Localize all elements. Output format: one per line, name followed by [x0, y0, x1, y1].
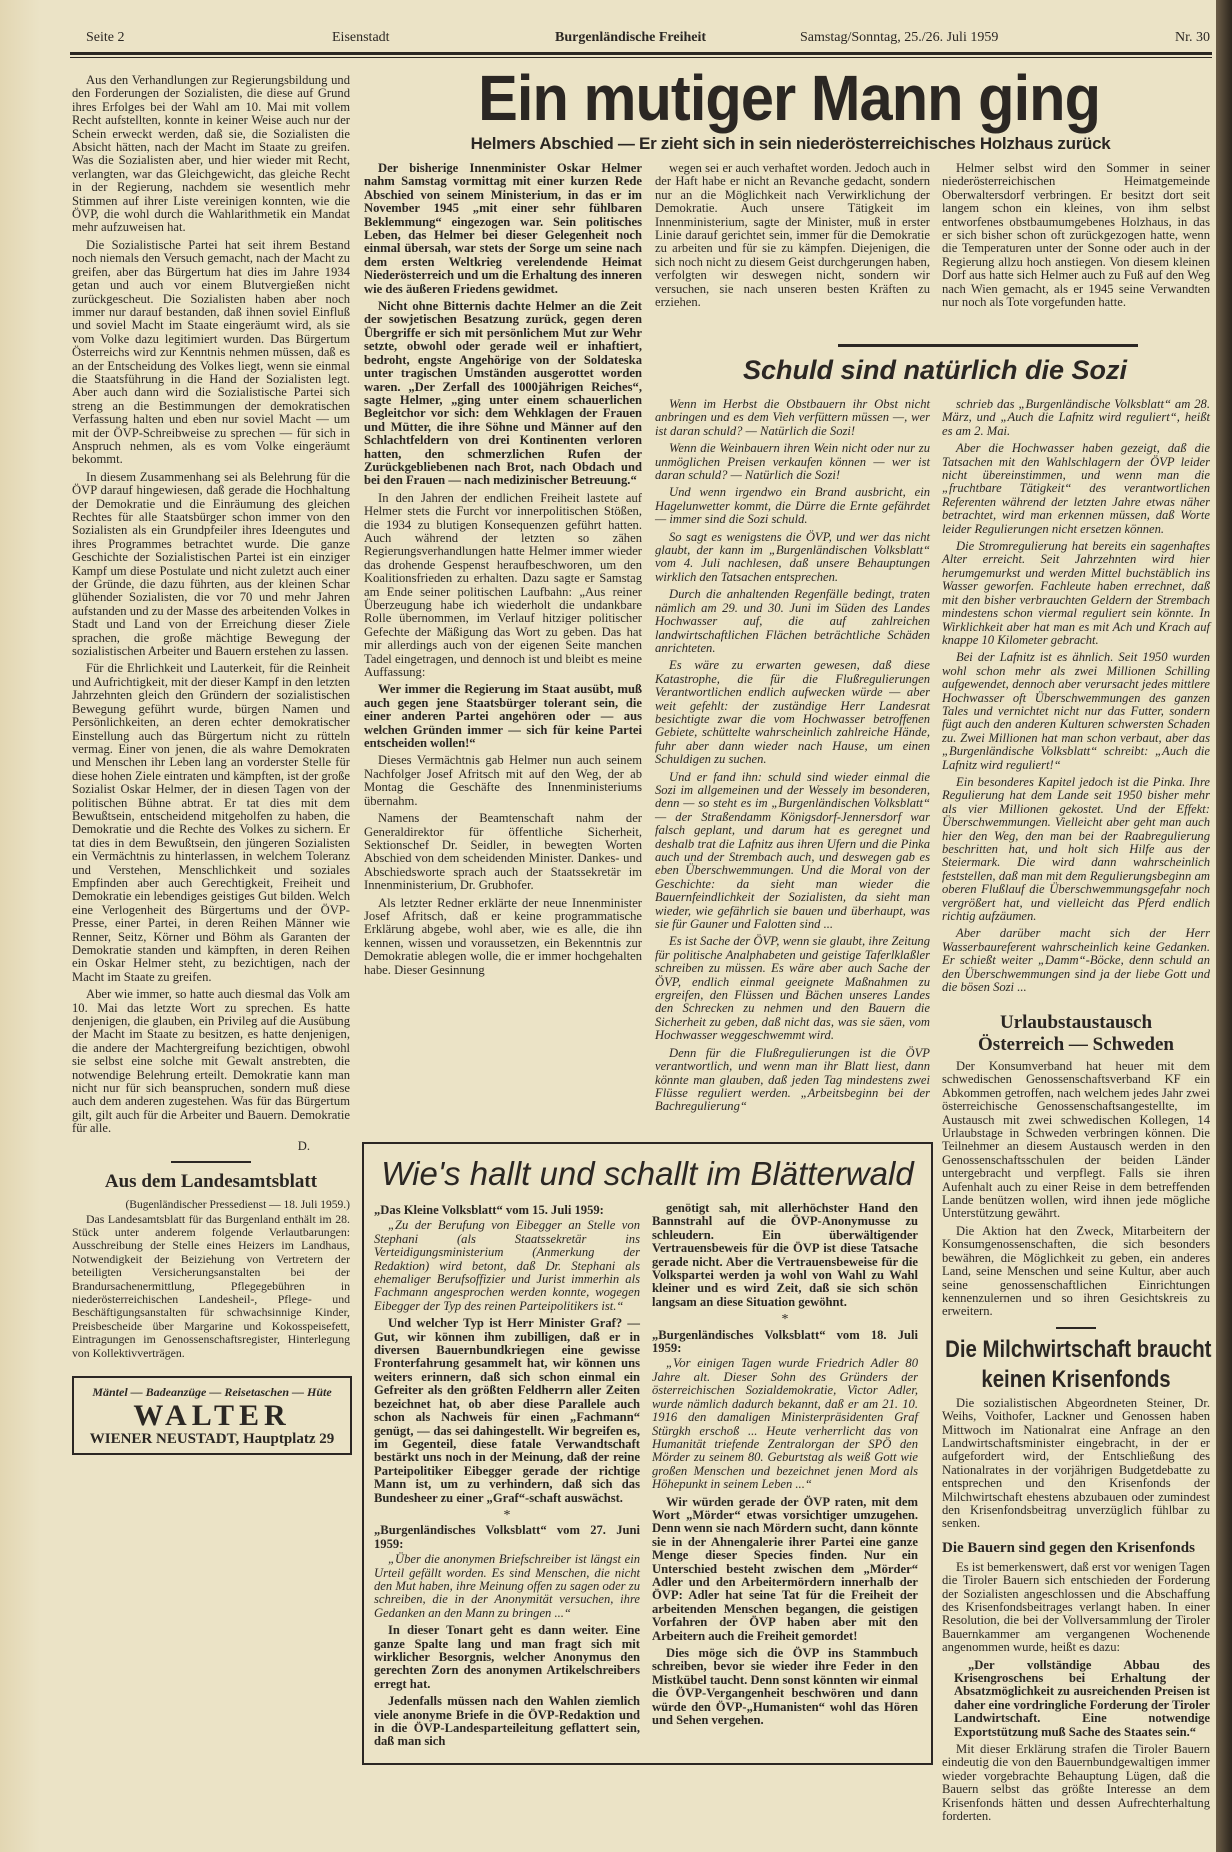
helmer-paragraph: Namens der Beamtenschaft nahm der Generaldirektor für öffentliche Sicherheit, Sektionschef Dr. Seidler, in bewegten Worten Abschied von dem scheidenden Minister. Dankes- und Abschiedsworte sprach auch der Staatssekretär im Innenministerium, Dr. Grubhofer.: [364, 811, 642, 893]
header-rule-thin: [70, 57, 1212, 58]
blaetterwald-title: Wie's hallt und schallt im Blätterwald: [381, 1155, 914, 1192]
helmer-paragraph-group: [942, 162, 1210, 309]
sozi-paragraph: Denn für die Flußregulierungen ist die ÖVP verantwortlich, und wenn man ihr Blatt liest, dann könnte man glauben, daß jeden Tag mindestens zwei Flüsse reguliert werden. „Arbeitsbeginn bei der Bachregulierung“: [655, 1045, 930, 1114]
milch-paragraph: Mit dieser Erklärung strafen die Tiroler Bauern eindeutig die von den Bauernbundgewaltigen immer wieder vorgebrachte Behauptung Lügen, daß die Bauern selbst das größte Interesse an dem Krisenfonds hätten und dessen Aufrechterhaltung forderten.: [942, 1742, 1210, 1824]
milch-quote: „Der vollständige Abbau des Krisengroschens bei Erhaltung der Absatzmöglichkeit zu ausreichenden Preisen ist daher eine vordringliche Forderung der Tiroler Landwirtschaft. Eine notwendige Exportstützung muß Sache des Staates sein.“: [954, 1657, 1210, 1739]
press-comment: Und welcher Typ ist Herr Minister Graf? — Gut, wir können ihm zubilligen, daß er in diversen Bauernbundkriegen eine gewisse Fronterfahrung gesammelt hat, wir können uns weiters erinnern, daß sich schon einmal ein Gefreiter als den größten Feldherrn aller Zeiten bezeichnet hat, ob aber diese Parallele auch schon als Nachweis für einen „Fachmann“ genügt, — das sei dahingestellt. Wir begreifen es, im Gegenteil, diese fatale Verwandtschaft bestärkt uns noch in der Meinung, daß der reine Parteipolitiker Eibegger gerade der richtige Mann ist, um zu verhindern, daß sich das Bundesheer zu einer „Graf“-schaft auswächst.: [374, 1316, 640, 1505]
sozi-paragraph: So sagt es wenigstens die ÖVP, und wer das nicht glaubt, der kann im „Burgenländischen Volksblatt“ vom 4. Juli nachlesen, daß unsere Behauptungen wirklich den Tatsachen entsprechen.: [655, 529, 930, 584]
blaetterwald-box: [362, 1142, 933, 1765]
editorial-paragraph: In diesem Zusammenhang sei als Belehrung für die ÖVP darauf hingewiesen, daß gerade die Hochhaltung der Demokratie und die Einräumung des gleichen Rechtes für alle Staatsbürger schon immer von den Sozialisten als ein Grundpfeiler ihres Ideengutes und ihres Programmes betrachtet wurde. Die ganze Geschichte der Sozialistischen Partei ist ein einziger Kampf um diese Postulate und nicht zuletzt auch einer der Gründe, die dazu führten, aus der kleinen Schar glühender Sozialisten, die vor 70 und mehr Jahren aufstanden und zu der Masse des arbeitenden Volkes in Stadt und Land von der Erreichung dieser Ziele sprachen, die große mächtige Bewegung der sozialistischen Arbeiter und Bauern erstehen zu lassen.: [72, 469, 350, 659]
milch-quote-group: [942, 1659, 1210, 1739]
helmer-column-c: [942, 162, 1210, 313]
sozi-paragraph: Die Stromregulierung hat bereits ein sagenhaftes Alter erreicht. Seit Jahrzehnten wird hier herumgemurkst und werden Mittel buchstäblich ins Wasser geworfen. Fachleute haben errechnet, daß mit den bisher verbrauchten Geldern der Strembach mindestens schon viermal reguliert sein könnte. In Wirklichkeit aber hat man es mit Ach und Krach auf knappe 10 Kilometer gebracht.: [942, 539, 1210, 647]
helmer-quote-group: [364, 683, 642, 750]
press-source: „Burgenländisches Volksblatt“ vom 27. Juni 1959:: [374, 1523, 640, 1551]
milch-paragraph: Die sozialistischen Abgeordneten Steiner, Dr. Weihs, Voithofer, Lackner und Genossen haben Mittwoch im Nationalrat eine Anfrage an den Landwirtschaftsminister eingebracht, in der er aufgefordert wird, der Entschließung des Nationalrates in der vorjährigen Budgetdebatte zu entsprechen und den Krisenfonds der Milchwirtschaft ehestens abzubauen oder zumindest den Krisenfondsbeitrag unverzüglich fühlbar zu senken.: [942, 1395, 1210, 1531]
binding-edge: [1216, 0, 1232, 1852]
press-quote: „Über die anonymen Briefschreiber ist längst ein Urteil gefällt worden. Es sind Menschen, die nicht den Mut haben, ihre Meinung offen zu sagen oder zu schreiben, die in der Anonymität versuchen, ihre Gedanken an den Mann zu bringen ...“: [374, 1552, 640, 1620]
sozi-paragraph: Ein besonderes Kapitel jedoch ist die Pinka. Ihre Regulierung hat dem Lande seit 1950 bisher mehr als vier Millionen gekostet. Und der Effekt: Überschwemmungen. Vielleicht aber geht man auch hier den Weg, den man bei der Raabregulierung beschritten hat, und holt sich Hilfe aus der Steiermark. Die wird dann wahrscheinlich feststellen, daß man mit dem Regulierungsbeginn am oberen Flußlauf die Überschwemmungsgefahr noch vergrößert hat, und vielleicht das Pferd endlich richtig aufzäumen.: [942, 774, 1210, 924]
issue-date: Samstag/Sonntag, 25./26. Juli 1959: [800, 30, 999, 45]
helmer-paragraph: Helmer selbst wird den Sommer in seiner niederösterreichischen Heimatgemeinde Oberwaltersdorf verbringen. Er besitzt dort seit langem schon ein kleines, von ihm selbst entworfenes obstbaumumgebenes Holzhaus, in das er sich bisher schon oft zurückgezogen hatte, wenn die Temperaturen unter der Sonne oder auch in der Regierung allzu hoch anstiegen. Von diesem kleinen Dorf aus hatte sich Helmer auch zu Fuß auf den Weg nach Wien gemacht, als er 1945 seine Verwandten nur noch als Tote vorgefunden hatte.: [942, 161, 1210, 310]
ad-products: Mäntel — Badeanzüge — Reisetaschen — Hüte: [92, 1384, 332, 1399]
page-edge: [0, 0, 40, 1852]
helmer-paragraph: Dieses Vermächtnis gab Helmer nun auch seinem Nachfolger Josef Afritsch mit auf den Weg, der ab Montag die Geschäfte des Innenministeriums übernahm.: [364, 753, 642, 808]
sozi-paragraph: schrieb das „Burgenländische Volksblatt“ am 28. März, und „Auch die Lafnitz wird reguliert“, heißt es am 2. Mai.: [942, 397, 1210, 438]
milch-paragraph-group: [942, 1397, 1210, 1531]
press-quote-group: [374, 1553, 640, 1620]
press-source: „Das Kleine Volksblatt“ vom 15. Juli 1959:: [374, 1203, 604, 1217]
helmer-paragraph-group: [364, 754, 642, 977]
editorial-paragraph: Für die Ehrlichkeit und Lauterkeit, für die Reinheit und Aufrichtigkeit, mit der dieser Kampf in den letzten Jahrzehnten gleich den Gründern der sozialistischen Bewegung geführt wurde, bürgen Namen und Persönlichkeiten, an deren echter demokratischer Einstellung auch das Bürgertum nicht zu rütteln vermag. Einer von jenen, die als wahre Demokraten und Menschen ihr Leben lang an vorderster Stelle für diese hohen Ziele eintraten und kämpften, ist der große Sozialist Oskar Helmer, der in diesen Tagen von der politischen Bühne abtrat. Er tat dies mit dem Bewußtsein, entscheidend mitgeholfen zu haben, die Demokratie und die Rechte des Volkes zu sichern. Er tat dies in dem Bewußtsein, den jüngeren Sozialisten ein Vermächtnis zu hinterlassen, in welchem Toleranz und Verstehen, Menschlichkeit und soziales Empfinden aber auch Gerechtigkeit, Freiheit und Demokratie ein lebendiges geistiges Gut bilden. Welch eine Verlogenheit des Bürgertums und der ÖVP-Presse, einer Partei, in deren Reihen Männer wie Renner, Seitz, Körner und Böhm als Garanten der Demokratie standen und kämpften, in deren Reihen ein Oskar Helmer steht, zu bezichtigen, nach der Macht im Staate zu greifen.: [72, 661, 351, 984]
press-quote-group: [652, 1357, 918, 1491]
blaetterwald-left-column: [374, 1202, 640, 1753]
milch-paragraph-group: [942, 1561, 1210, 1655]
landesamtsblatt-source: (Bugenländischer Pressedienst — 18. Juli 1959.): [125, 1199, 350, 1212]
sozi-paragraph-group: [942, 398, 1210, 994]
blaetterwald-right-column: [652, 1202, 918, 1753]
helmer-paragraph: In den Jahren der endlichen Freiheit lastete auf Helmer stets die Furcht vor innerpolitischen Stößen, die 1934 zu blutigen Konsequenzen geführt hatten. Auch während der letzten so zähen Regierungsverhandlungen hatte Helmer immer wieder das drohende Gespenst heraufbeschworen, um den Koalitionsfrieden zu erhalten. Dazu sagte er Samstag am Ende seiner politischen Laufbahn: „Aus reiner Überzeugung habe ich wiederholt die undankbare Rolle übernommen, im Verlauf hitziger politischer Gefechte der Mäßigung das Wort zu geben. Das hat mir allerdings auch von der eigenen Seite manchen Tadel eingetragen, und dennoch ist und bleibt es meine Auffassung:: [364, 490, 642, 680]
editorial-paragraph: Die Sozialistische Partei hat seit ihrem Bestand noch niemals den Versuch gemacht, nach der Macht zu greifen, aber das Bürgertum hat dies im Jahre 1934 getan und auch vor einem Blutvergießen nicht zurückgescheut. Die Sozialisten haben aber noch immer nur darauf bestanden, daß ihnen soviel Einfluß und soviel Macht im Staate eingeräumt wird, als sie vom Volke dazu legitimiert wurden. Das Bürgertum Österreichs wird zur Kenntnis nehmen müssen, daß es an der Entscheidung des Volkes liegt, wenn sie einmal die Staatsführung in die Hand der Sozialisten legt. Aber auch dann wird die Sozialistische Partei sich streng an die Bestimmungen der demokratischen Verfassung halten und eben nur soviel Macht — um mit der ÖVP-Schreibweise zu sprechen — für sich in Anspruch nehmen, als es vom Volke eingeräumt bekommt.: [72, 237, 350, 467]
newspaper-name: Burgenländische Freiheit: [555, 30, 707, 45]
urlaub-paragraph: Der Konsumverband hat heuer mit dem schwedischen Genossenschaftsverband KF ein Abkommen getroffen, nach welchem jedes Jahr zwei österreichische Genossenschaftsangestellte, im Austausch mit zwei schwedischen Kollegen, 14 Urlaubstage in Schweden verbringen können. Die Teilnehmer an diesem Austausch werden in den Genossenschaftsschulen der beiden Länder untergebracht und verpflegt. Falls sie ihren Aufenhalt auch zu einer Reise in dem betreffenden Lande benützen wollen, wird ihnen jede mögliche Unterstützung gewährt.: [942, 1059, 1210, 1221]
urlaub-paragraph: Die Aktion hat den Zweck, Mitarbeitern der Konsumgenossenschaften, die sich besonders bewähren, die Möglichkeit zu geben, ein anderes Land, seine Menschen und seine Kultur, aber auch seine genossenschaftlichen Einrichtungen kennenzulernen und so ihren Gesichtskreis zu erweitern.: [942, 1223, 1210, 1319]
press-comment: In dieser Tonart geht es dann weiter. Eine ganze Spalte lang und man fragt sich mit wirklicher Besorgnis, welcher Anonymus den gerechten Zorn des anonymen Artikelschreibers erregt hat.: [374, 1623, 640, 1691]
editorial-signature: D.: [297, 1138, 310, 1153]
place: Eisenstadt: [332, 30, 390, 45]
sozi-paragraph: Es wäre zu erwarten gewesen, daß diese Katastrophe, die für die Flußregulierungen Verantwortlichen endlich aufwecken würde — aber weit gefehlt: der zuständige Herr Landesrat besichtigte zwar die vom Hochwasser betroffenen Gebiete, schüttelte wahrscheinlich zahlreiche Hände, fuhr aber dann wieder nach Hause, um einen Schuldigen zu suchen.: [655, 658, 930, 767]
press-quote: „Vor einigen Tagen wurde Friedrich Adler 80 Jahre alt. Dieser Sohn des Gründers der österreichischen Sozialdemokratie, Victor Adler, wurde nämlich dadurch bekannt, daß er am 21. 10. 1916 den damaligen Ministerpräsidenten Graf Stürgkh erschoß ... Heute verherrlicht das von Humanität triefende Zentralorgan der SPÖ den Mörder zu seinem 80. Geburtstag als weiß Gott wie großen Menschen und bezeichnet jenen Mord als Höhepunkt in seinem Leben ...“: [652, 1356, 918, 1492]
headline-sozi: Schuld sind natürlich die Sozi: [742, 355, 1128, 385]
sozi-paragraph: Wenn im Herbst die Obstbauern ihr Obst nicht anbringen und es dem Vieh verfüttern müssen —, wer ist daran schuld? — Natürlich die Sozi!: [655, 397, 930, 438]
press-comment: Wir würden gerade der ÖVP raten, mit dem Wort „Mörder“ etwas vorsichtiger umzugehen. Denn wenn sie nach Mördern sucht, dann könnte sie in der Ahnengalerie ihrer Partei eine ganze Menge dieser Species finden. Nur ein Unterschied besteht zwischen dem „Mörder“ Adler und den Arbeitermördern innerhalb der ÖVP: Adler hat seine Tat für die Freiheit der arbeitenden Menschen begangen, die geistigen Vorfahren der ÖVP haben aber mit den Arbeitern auch die Freiheit gemordet!: [652, 1494, 918, 1643]
editorial-paragraph: Aber wie immer, so hatte auch diesmal das Volk am 10. Mai das letzte Wort zu sprechen. Es hatte denjenigen, die glauben, ein Privileg auf die Ausübung der Macht im Staate zu besitzen, es hatte denjenigen, die andere der Machtergreifung bezichtigen, obwohl sie selbst eine solche mit Gewalt anstrebten, die notwendige Belehrung erteilt. Demokratie kann man nicht nur für sich beanspruchen, sondern muß diese auch dem anderen zugestehen. Was für das Bürgertum gilt, gilt auch für die Arbeiter und Bauern. Demokratie für alle.: [72, 987, 350, 1136]
ad-name: WALTER: [133, 1399, 291, 1433]
press-comment-group: [374, 1624, 640, 1749]
editorial-paragraph: Aus den Verhandlungen zur Regierungsbildung und den Forderungen der Sozialisten, die diese auf Grund ihres Erfolges bei der Wahl am 10. Mai mit vollem Recht aufstellten, konnte in keiner Weise auch nur der Schein erweckt werden, daß sie, die Sozialisten die Absicht hätten, nach der Macht im Staate zu greifen. Was die Sozialisten aber, und hier wieder mit Recht, verlangten, war das Gleichgewicht, das gleiche Recht in der Regierung, nachdem sie wesentlich mehr Stimmen auf ihrer Liste vereinigen konnten, wie die ÖVP, die wohl durch die Wahlarithmetik ein Mandat mehr aufzuweisen hat.: [72, 73, 350, 235]
press-comment-group: [374, 1317, 640, 1505]
milch-title-1: Die Milchwirtschaft braucht: [945, 1335, 1212, 1363]
blaetterwald-columns: [374, 1202, 921, 1753]
press-quote-group: [374, 1219, 640, 1313]
sozi-column-c: [942, 398, 1210, 998]
urlaub-paragraph-group: [942, 1060, 1210, 1319]
helmer-paragraph-group: [364, 162, 642, 488]
separator-star: *: [503, 1507, 511, 1523]
sozi-paragraph-group: [655, 398, 930, 1114]
separator-star: *: [781, 1312, 789, 1328]
helmer-paragraph-group: [364, 492, 642, 680]
helmer-paragraph: Nicht ohne Bitternis dachte Helmer an die Zeit der sowjetischen Besatzung zurück, gegen deren Übergriffe er sich mit persönlichem Mut zur Wehr setzte, obwohl oder gerade weil er inhaftiert, bedroht, engste Angehörige von der Soldateska unter tragischen Umständen ausgerottet worden waren. „Der Zerfall des 1000jährigen Reiches“, sagte Helmer, „ging unter einem schauerlichen Begleitchor vor sich: dem Wehklagen der Frauen und Mütter, die ihre Söhne und Männer auf den Schlachtfeldern von drei Kontinenten verloren hatten, den schmerzlichen Rufen der Zurückgebliebenen nach Brot, nach Obdach und bei den Frauen — nach medizinischer Betreuung.“: [364, 299, 642, 488]
header-rule: [70, 52, 1212, 55]
ad-address: WIENER NEUSTADT, Hauptplatz 29: [89, 1431, 335, 1448]
subheadline-helmer: Helmers Abschied — Er zieht sich in sein niederösterreichisches Holzhaus zurück: [470, 134, 1111, 153]
sozi-paragraph: Es ist Sache der ÖVP, wenn sie glaubt, ihre Zeitung für politische Analphabeten und geistige Taferlklaßler schreiben zu müssen. Es wäre aber auch Sache der ÖVP, endlich einmal geeignete Maßnahmen zu ergreifen, den Flüssen und Bächen unseres Landes den Schrecken zu nehmen und den Bauern die Sicherheit zu geben, daß nicht das, was sie säen, vom Hochwasser weggeschwemmt wird.: [655, 934, 930, 1043]
page-number: Seite 2: [86, 30, 125, 45]
sozi-paragraph: Wenn die Weinbauern ihren Wein nicht oder nur zu unmöglichen Preisen verkaufen können — wer ist daran schuld? — Natürlich die Sozi!: [655, 441, 930, 483]
helmer-paragraph: wegen sei er auch verhaftet worden. Jedoch auch in der Haft habe er nicht an Revanche gedacht, sondern nur an die Möglichkeit nach Verwirklichung der Demokratie. Auch unsere Tätigkeit im Innenministerium, sagte der Minister, muß in erster Linie darauf gerichtet sein, immer für die Demokratie zu arbeiten und für sie zu kämpfen. Diejenigen, die sich noch nicht zu diesem Geist durchgerungen haben, verfolgten wir deswegen nicht, sondern wir versuchen, sie nach unseren besten Kräften zu erziehen.: [655, 161, 930, 310]
press-comment: genötigt sah, mit allerhöchster Hand den Bannstrahl auf die ÖVP-Anonymusse zu schleudern. Ein überwältigender Vertrauensbeweis für die ÖVP ist diese Tatsache gerade nicht. Aber die Vertrauensbeweise für die Volkspartei werden ja wohl von Wahl zu Wahl kleiner und es wird Zeit, daß sie sich schön langsam an diese Situation gewöhnt.: [652, 1201, 918, 1309]
press-comment: Dies möge sich die ÖVP ins Stammbuch schreiben, bevor sie wieder ihre Feder in den Mistkübel taucht. Denn sonst könnten wir einmal die ÖVP-Vergangenheit beschwören und dann würde den ÖVP-„Humanisten“ wohl das Hören und Sehen vergehen.: [652, 1646, 918, 1728]
helmer-paragraph: Als letzter Redner erklärte der neue Innenminister Josef Afritsch, daß er keine programmatische Erklärung abgebe, wohl aber, wie es alle, die ihn kennen, wissen und voraussetzen, ein Bekenntnis zur Demokratie ablegen wolle, die er immer hochgehalten habe. Dieser Gesinnung: [364, 895, 642, 977]
sozi-paragraph: Und er fand ihn: schuld sind wieder einmal die Sozi im allgemeinen und der Wessely im besonderen, denn — so steht es im „Burgenländischen Volksblatt“ — der Straßendamm Königsdorf-Jennersdorf war falsch geplant, und darum hat es geregnet und deshalb trat die Lafnitz aus ihren Ufern und die Pinka auch und der Strembach auch, und deswegen gab es eben Überschwemmungen. Und die Moral von der Geschichte: da sieht man wieder die Bauernfeindlichkeit der Sozialisten, da sieht man wieder, wie gefährlich sie bauen und überhaupt, was sie für Gauner und Falotten sind ...: [655, 769, 930, 932]
sozi-paragraph: Aber die Hochwasser haben gezeigt, daß die Tatsachen mit den Wahlschlagern der ÖVP leider nicht übereinstimmen, und wenn man die „fruchtbare Tätigkeit“ des verantwortlichen Referenten während der letzten Jahre etwas näher betrachtet, wird man erkennen müssen, daß Worte leider Regulierungen nicht ersetzen können.: [942, 441, 1210, 536]
sozi-paragraph: Und wenn irgendwo ein Brand ausbricht, ein Hagelunwetter kommt, die Dürre die Ernte gefährdet — immer sind die Sozi schuld.: [655, 485, 930, 527]
helmer-paragraph: Der bisherige Innenminister Oskar Helmer nahm Samstag vormittag mit einer kurzen Rede Abschied von seinem Ministerium, in das er im November 1945 „mit einer sehr fühlbaren Beklemmung“ eingezogen war. Sein politisches Leben, das Helmer bei dieser Gelegenheit noch einmal übersah, war stets der Sorge um seine nach dem ersten Weltkrieg verelendende Heimat Niederösterreich und um die Erhaltung des inneren wie des äußeren Friedens gewidmet.: [364, 161, 642, 296]
editorial-column: [72, 74, 350, 1455]
divider: [1056, 1327, 1096, 1329]
headline-helmer: Ein mutiger Mann ging: [478, 62, 1101, 134]
divider: [838, 344, 1138, 347]
urlaub-title-1: Urlaubstaustausch: [999, 1012, 1153, 1033]
press-source: „Burgenländisches Volksblatt“ vom 18. Juli 1959:: [652, 1327, 918, 1356]
urlaub-title-2: Österreich — Schweden: [978, 1034, 1174, 1055]
milch-paragraph: Es ist bemerkenswert, daß erst vor wenigen Tagen die Tiroler Bauern sich entschieden der Forderung der Sozialisten angeschlossen und die Abschaffung des Krisenfondsbeitrages verlangt haben. In einer Resolution, die bei der Vollversammlung der Tiroler Bauernkammer am vergangenen Wochenende angenommen wurde, heißt es dazu:: [942, 1559, 1210, 1655]
right-lower-column: [942, 1012, 1210, 1828]
milch-subhead: Die Bauern sind gegen den Krisenfonds: [942, 1539, 1195, 1556]
helmer-column-a: [364, 162, 642, 981]
landesamtsblatt-paragraph: Das Landesamtsblatt für das Burgenland enthält im 28. Stück unter anderem folgende Verlautbarungen: Ausschreibung der Stelle eines Heizers im Landhaus, Notwendigkeit der Beiziehung von Vertretern der beteiligten Versicherungsanstalten bei der Brandursachenermittlung, Pflegegebühren in niederösterreichischen Landesheil-, Pflege- und Beschäftigungsanstalten für schwachsinnige Kinder, Preisbescheide über Margarine und Kokosspeisefett, Eintragungen im Genossenschaftsregister, Hinterlegung von Kollektivverträgen.: [72, 1211, 350, 1360]
press-comment: Jedenfalls müssen nach den Wahlen ziemlich viele anonyme Briefe in die ÖVP-Redaktion und in die ÖVP-Landesparteileitung geflattert sein, daß man sich: [374, 1694, 640, 1749]
helmer-column-b: [655, 162, 930, 313]
advertisement-walter: [72, 1376, 352, 1455]
divider: [171, 1161, 251, 1163]
press-comment-group: [652, 1202, 918, 1309]
sozi-paragraph: Durch die anhaltenden Regenfälle bedingt, traten nämlich am 29. und 30. Juni im Süden des Landes Hochwasser auf, die auf zahlreichen landwirtschaftlichen Flächen beträchtliche Schäden anrichteten.: [655, 587, 930, 655]
helmer-quote: Wer immer die Regierung im Staat ausübt, muß auch gegen jene Staatsbürger tolerant sein, die einer anderen Partei angehören oder — aus welchen Gründen immer — sich für keine Partei entscheiden wollen!“: [364, 682, 642, 751]
press-comment-group: [652, 1496, 918, 1728]
press-quote: „Zu der Berufung von Eibegger an Stelle von Stephani (als Staatssekretär ins Verteidigungsministerium (Anmerkung der Redaktion) wird betont, daß Dr. Stephani als ehemaliger Berufsoffizier und Jurist immerhin als Fachmann angesprochen werden konnte, wogegen Eibegger der Typ des reinen Parteipolitikers ist.“: [374, 1218, 640, 1313]
issue-number: Nr. 30: [1175, 30, 1210, 45]
milch-title-2: keinen Krisenfonds: [981, 1365, 1171, 1393]
milch-paragraph-group: [942, 1743, 1210, 1823]
sozi-column-b: [655, 398, 930, 1118]
helmer-paragraph-group: [655, 162, 930, 309]
landesamtsblatt-title: Aus dem Landesamtsblatt: [104, 1171, 318, 1193]
sozi-paragraph: Aber darüber macht sich der Herr Wasserbaureferent wahrscheinlich keine Gedanken. Er schießt weiter „Damm“-Böcke, denn schuld an den Überschwemmungen sind ja der liebe Gott und die bösen Sozi ...: [942, 926, 1210, 995]
page-header: [70, 30, 1210, 50]
landesamtsblatt-paragraph-group: [72, 1213, 350, 1360]
sozi-paragraph: Bei der Lafnitz ist es ähnlich. Seit 1950 wurden wohl schon mehr als zwei Millionen Schilling aufgewendet, dennoch aber verursacht jedes mittlere Hochwasser oft Überschwemmungen des ganzen Tales und vernichtet nicht nur das Futter, sondern fügt auch den anderen Kulturen schwersten Schaden zu. Zwei Millionen hat man schon verbaut, aber das „Burgenländische Volksblatt“ schreibt: „Auch die Lafnitz wird reguliert!“: [942, 650, 1210, 772]
editorial-paragraph-group: [72, 74, 350, 1136]
